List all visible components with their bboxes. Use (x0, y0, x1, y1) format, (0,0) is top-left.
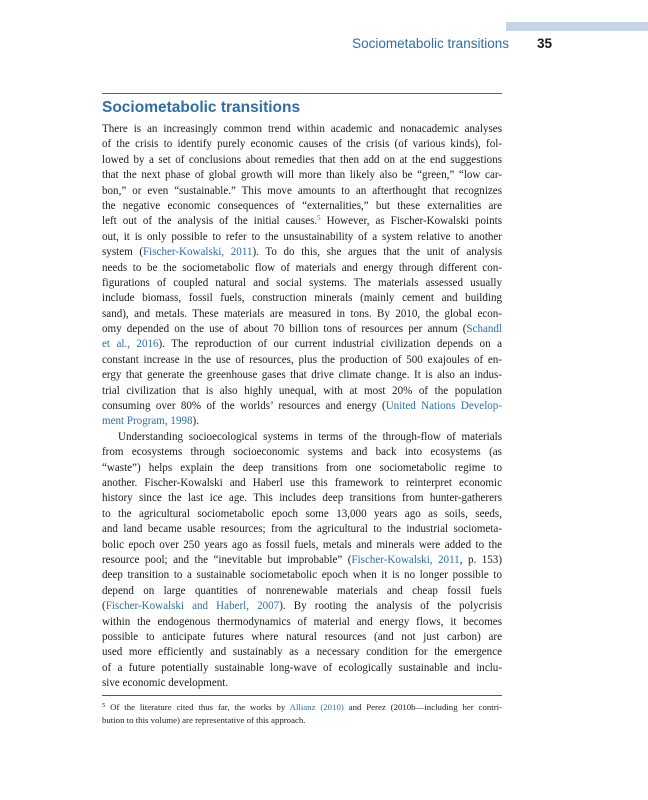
text-line (102, 384, 502, 399)
body-text (102, 122, 502, 691)
text-line (102, 476, 502, 491)
section-rule (102, 93, 502, 94)
text-run: include biomass, fossil fuels, construction minerals (mainly cement and building (102, 292, 502, 305)
text-line (102, 538, 502, 553)
text-line (102, 430, 502, 445)
text-line (102, 522, 502, 537)
text-run: out, it is only possible to refer to the unsustainability of a system relative to another (102, 230, 502, 243)
text-run: Of the literature cited thus far, the works by (105, 702, 290, 712)
citation-link[interactable]: ment Program, 1998 (102, 415, 193, 428)
text-run: omy depended on the use of about 70 billion tons of resources per annum ( (102, 323, 467, 336)
section-title: Sociometabolic transitions (102, 99, 301, 116)
page-number: 35 (536, 36, 552, 51)
text-line (102, 337, 502, 352)
text-line (102, 322, 502, 337)
text-run: deep transition to a sustainable sociometabolic epoch when it is no longer possible to (102, 569, 502, 582)
text-line (102, 137, 502, 152)
text-run: bolic epoch over 250 years ago as fossil fuels, metals and minerals were added to the (102, 538, 502, 551)
text-run: ). The reproduction of our current industrial civilization depends on a (158, 338, 502, 351)
citation-link[interactable]: Schandl (466, 323, 502, 336)
text-run: resource pool; and the “inevitable but improbable” ( (102, 553, 352, 566)
text-run: the negative economic consequences of “externalities,” but these externalities are (102, 199, 502, 212)
text-run: that the next phase of global growth will more than likely also be “green,” “low car- (102, 169, 502, 182)
text-run: “waste”) helps explain the deep transitions from one sociometabolic regime to (102, 461, 502, 474)
text-run: needs to be the sociometabolic flow of materials and energy through different con- (102, 261, 502, 274)
text-line (102, 615, 502, 630)
text-line (102, 630, 502, 645)
text-run: of the crisis to identify purely economic causes of the crisis (of various kinds), fol- (102, 138, 502, 151)
text-run: bon,” or even “sustainable.” This move amounts to an afterthought that recognizes (102, 184, 502, 197)
text-run: history since the last ice age. This includes deep transitions from hunter-gatherers (102, 492, 502, 505)
text-line (102, 714, 502, 727)
citation-link[interactable]: United Nations Develop- (385, 400, 502, 413)
text-line (102, 676, 502, 691)
running-header (0, 36, 552, 51)
paragraph-2 (102, 430, 502, 692)
text-run: Understanding socioecological systems in terms of the through-flow of materials (118, 430, 502, 443)
text-line (102, 199, 502, 214)
text-run: trial civilization that is also highly unequal, with at most 20% of the population (102, 384, 502, 397)
citation-link[interactable]: Allianz (2010) (289, 702, 344, 712)
text-line (102, 599, 502, 614)
text-run: There is an increasingly common trend within academic and nonacademic analyses (102, 123, 502, 135)
text-line (102, 276, 502, 291)
text-line (102, 168, 502, 183)
text-line (102, 645, 502, 660)
text-line (102, 553, 502, 568)
text-run: ). By rooting the analysis of the polycrisis (279, 600, 502, 613)
text-line (102, 491, 502, 506)
text-line (102, 291, 502, 306)
text-line (102, 261, 502, 276)
text-line (102, 230, 502, 245)
footnote (102, 701, 502, 727)
text-run: within the endogenous thermodynamics of material and energy flows, it becomes (102, 615, 502, 628)
citation-link[interactable]: et al., 2016 (102, 338, 159, 351)
text-run: ). (192, 415, 199, 428)
text-line (102, 445, 502, 460)
text-line (102, 245, 502, 260)
text-run: to the agricultural sociometabolic epoch some 13,000 years ago as soils, seeds, (102, 507, 502, 520)
text-run: sive economic development. (102, 677, 229, 690)
text-run: and land became usable resources; from the agricultural to the industrial sociometa- (102, 523, 502, 536)
text-run: system ( (102, 246, 144, 259)
text-run: depend on large quantities of nonrenewable materials and cheap fossil fuels (102, 584, 502, 597)
running-title: Sociometabolic transitions (352, 36, 509, 51)
citation-link[interactable]: Fischer-Kowalski and Haberl, 2007 (105, 600, 280, 613)
text-run: lowed by a set of conclusions about remedies that then add on at the end suggestions (102, 153, 502, 166)
text-line (102, 414, 502, 429)
text-run: However, as Fischer-Kowalski points (320, 215, 502, 228)
text-run: ergy that generate the greenhouse gases that drive climate change. It is also an indus- (102, 369, 502, 382)
text-run: another. Fischer-Kowalski and Haberl use this framework to reinterpret economic (102, 476, 502, 489)
text-line (102, 461, 502, 476)
text-line (102, 184, 502, 199)
text-line (102, 122, 502, 137)
footnote-marker[interactable]: 5 (102, 702, 106, 709)
text-run: bution to this volume) are representative of this approach. (102, 714, 306, 725)
footnote-rule (102, 695, 502, 696)
paragraph-1 (102, 122, 502, 430)
citation-link[interactable]: Fischer-Kowalski, 2011 (143, 246, 253, 259)
text-line (102, 507, 502, 522)
text-run: from ecosystems through socioeconomic systems and back into ecosystems (as (102, 446, 502, 459)
text-run: possible to anticipate futures where natural resources (and not just carbon) are (102, 630, 502, 643)
page-tab-marker (506, 22, 648, 31)
text-run: consuming over 80% of the worlds’ resources and energy ( (102, 400, 386, 413)
text-line (102, 661, 502, 676)
citation-link[interactable]: Fischer-Kowalski, 2011 (351, 553, 460, 566)
text-run: , p. 153) (459, 553, 502, 566)
text-run: ( (102, 600, 106, 613)
footnote-marker[interactable]: 5 (317, 214, 321, 223)
text-line (102, 214, 502, 229)
text-line (102, 368, 502, 383)
text-run: constant increase in the use of resources, plus the production of 500 exajoules of en- (102, 353, 502, 366)
text-run: and Perez (2010b—including her contri- (343, 702, 502, 712)
text-run: ). To do this, she argues that the unit of analysis (252, 246, 502, 259)
text-run: used more efficiently and sustainably as a necessary condition for the emergence (102, 646, 502, 659)
text-line (102, 153, 502, 168)
text-line (102, 584, 502, 599)
text-run: sand), and metals. These materials are measured in tons. By 2010, the global econ- (102, 307, 502, 320)
text-run: left out of the analysis of the initial causes. (102, 215, 318, 228)
text-line (102, 701, 502, 714)
text-line (102, 568, 502, 583)
text-line (102, 307, 502, 322)
text-line (102, 353, 502, 368)
text-run: figurations of coupled natural and social systems. The materials assessed usually (102, 276, 502, 289)
text-line (102, 399, 502, 414)
text-run: of a future potentially sustainable long-wave of ecologically sustainable and inclu- (102, 661, 502, 674)
